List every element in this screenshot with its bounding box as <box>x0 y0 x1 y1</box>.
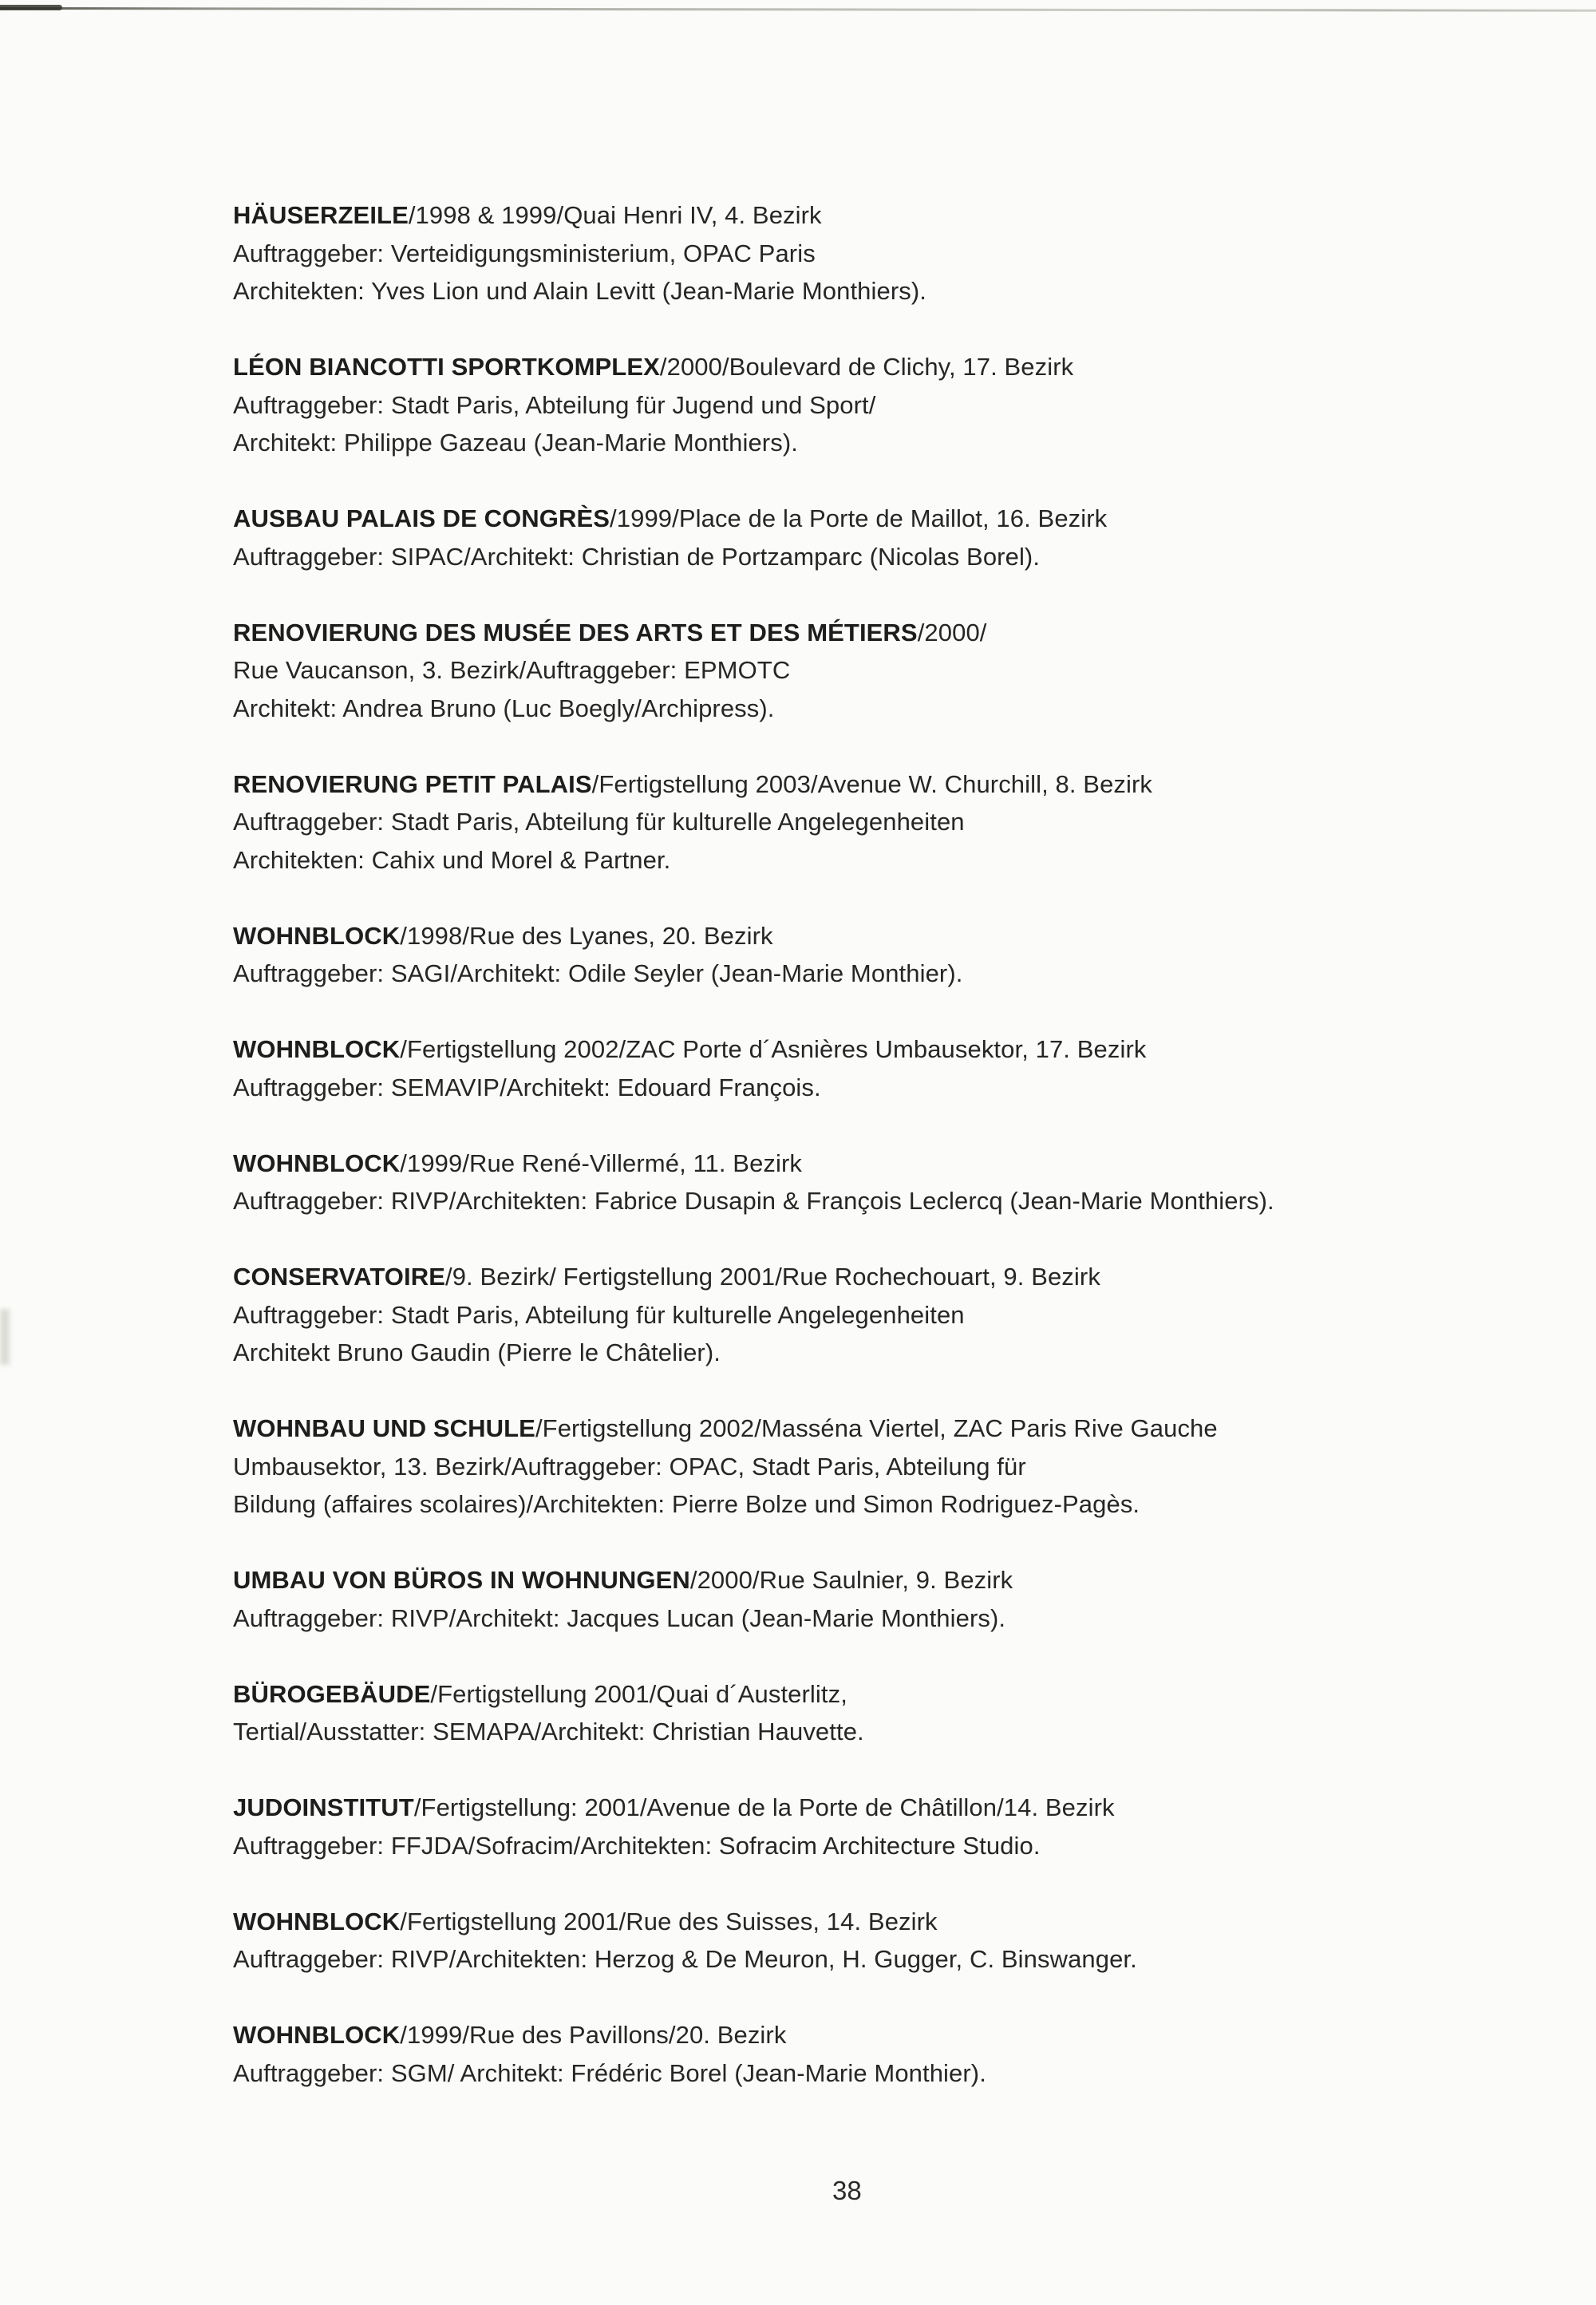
entry-title-line <box>233 917 1478 955</box>
entry-line: Auftraggeber: Verteidigungsministerium, OPAC Paris <box>233 239 816 267</box>
entry-title-tail: /Fertigstellung 2001/Rue des Suisses, 14. Bezirk <box>400 1907 938 1935</box>
entry-title: UMBAU VON BÜROS IN WOHNUNGEN <box>233 1566 690 1594</box>
entry-line: Auftraggeber: RIVP/Architekten: Fabrice Dusapin & François Leclercq (Jean-Marie Monthiers). <box>233 1187 1274 1215</box>
project-entry <box>233 1145 1478 1220</box>
project-entry <box>233 1409 1478 1524</box>
entry-title-line <box>233 1675 1478 1714</box>
entry-title: WOHNBLOCK <box>233 1907 401 1935</box>
entry-line: Auftraggeber: Stadt Paris, Abteilung für Jugend und Sport/ <box>233 390 876 419</box>
entry-title: WOHNBLOCK <box>233 1035 401 1063</box>
entry-line: Architekten: Cahix und Morel & Partner. <box>233 845 671 874</box>
entry-title-tail: /Fertigstellung 2001/Quai d´Austerlitz, <box>430 1679 847 1708</box>
entry-line: Auftraggeber: Stadt Paris, Abteilung für kulturelle Angelegenheiten <box>233 808 965 836</box>
project-entry <box>233 765 1478 880</box>
entry-title-tail: /1998 & 1999/Quai Henri IV, 4. Bezirk <box>408 201 822 229</box>
entry-title-tail: /Fertigstellung: 2001/Avenue de la Porte de Châtillon/14. Bezirk <box>413 1793 1115 1821</box>
entry-title: CONSERVATOIRE <box>233 1263 445 1291</box>
scan-edge-blob <box>0 5 62 10</box>
entry-title-tail: /Fertigstellung 2003/Avenue W. Churchill, 8. Bezirk <box>591 769 1153 798</box>
project-entry <box>233 1675 1478 1751</box>
page-number: 38 <box>832 2176 862 2205</box>
entry-title: BÜROGEBÄUDE <box>233 1679 431 1708</box>
entry-title-line <box>233 1903 1478 1941</box>
entry-line: Auftraggeber: RIVP/Architekt: Jacques Lucan (Jean-Marie Monthiers). <box>233 1603 1006 1632</box>
project-entry <box>233 2016 1478 2092</box>
entry-title: AUSBAU PALAIS DE CONGRÈS <box>233 504 610 532</box>
entry-title: LÉON BIANCOTTI SPORTKOMPLEX <box>233 353 660 381</box>
entry-title: WOHNBLOCK <box>233 921 401 950</box>
entry-title-line <box>233 1409 1478 1448</box>
entry-title-tail: /Fertigstellung 2002/Masséna Viertel, ZAC Paris Rive Gauche <box>535 1414 1218 1442</box>
entry-line: Auftraggeber: FFJDA/Sofracim/Architekten: Sofracim Architecture Studio. <box>233 1831 1041 1860</box>
project-entry <box>233 1561 1478 1637</box>
entry-title-line <box>233 1561 1478 1599</box>
entry-title-tail: /1998/Rue des Lyanes, 20. Bezirk <box>400 921 773 950</box>
entry-title-line <box>233 196 1478 235</box>
entry-line: Architekt: Philippe Gazeau (Jean-Marie Monthiers). <box>233 429 798 457</box>
entry-line: Tertial/Ausstatter: SEMAPA/Architekt: Christian Hauvette. <box>233 1718 864 1746</box>
project-entry <box>233 1258 1478 1372</box>
project-entry <box>233 196 1478 310</box>
entry-title-tail: /Fertigstellung 2002/ZAC Porte d´Asnières Umbausektor, 17. Bezirk <box>400 1035 1147 1063</box>
entry-title-tail: /9. Bezirk/ Fertigstellung 2001/Rue Rochechouart, 9. Bezirk <box>445 1263 1100 1291</box>
project-entry <box>233 348 1478 462</box>
entry-line: Architekt Bruno Gaudin (Pierre le Châtelier). <box>233 1338 721 1366</box>
entry-line: Auftraggeber: SGM/ Architekt: Frédéric Borel (Jean-Marie Monthier). <box>233 2058 986 2087</box>
entry-title-line <box>233 2016 1478 2054</box>
entry-title-tail: /2000/Rue Saulnier, 9. Bezirk <box>689 1566 1013 1594</box>
entry-line: Rue Vaucanson, 3. Bezirk/Auftraggeber: EPMOTC <box>233 656 791 684</box>
entry-line: Bildung (affaires scolaires)/Architekten: Pierre Bolze und Simon Rodriguez-Pagès. <box>233 1490 1140 1518</box>
entry-title-line <box>233 348 1478 386</box>
scan-edge-line <box>0 7 1596 12</box>
project-entry <box>233 1903 1478 1979</box>
entry-line: Architekten: Yves Lion und Alain Levitt (Jean-Marie Monthiers). <box>233 277 927 305</box>
entry-line: Auftraggeber: SAGI/Architekt: Odile Seyler (Jean-Marie Monthier). <box>233 959 963 987</box>
entry-title-line <box>233 765 1478 804</box>
entry-line: Auftraggeber: SIPAC/Architekt: Christian de Portzamparc (Nicolas Borel). <box>233 542 1041 571</box>
entry-title-line <box>233 500 1478 538</box>
entry-title-line <box>233 1145 1478 1183</box>
project-entry <box>233 500 1478 575</box>
entry-title: HÄUSERZEILE <box>233 201 409 229</box>
entry-title: RENOVIERUNG DES MUSÉE DES ARTS ET DES MÉTIERS <box>233 618 918 646</box>
project-list <box>233 196 1478 2130</box>
entry-title-line <box>233 1030 1478 1069</box>
entry-line: Architekt: Andrea Bruno (Luc Boegly/Archipress). <box>233 694 775 722</box>
entry-title-line <box>233 1258 1478 1296</box>
entry-title: WOHNBLOCK <box>233 2021 401 2049</box>
entry-title-tail: /1999/Place de la Porte de Maillot, 16. Bezirk <box>610 504 1108 532</box>
entry-title-line <box>233 1789 1478 1827</box>
entry-line: Auftraggeber: RIVP/Architekten: Herzog & De Meuron, H. Gugger, C. Binswanger. <box>233 1945 1137 1973</box>
project-entry <box>233 1789 1478 1864</box>
entry-title: WOHNBAU UND SCHULE <box>233 1414 535 1442</box>
project-entry <box>233 917 1478 993</box>
entry-title: RENOVIERUNG PETIT PALAIS <box>233 769 592 798</box>
entry-title-tail: /2000/ <box>917 618 987 646</box>
entry-title-tail: /2000/Boulevard de Clichy, 17. Bezirk <box>659 353 1074 381</box>
entry-title: WOHNBLOCK <box>233 1149 401 1177</box>
entry-line: Umbausektor, 13. Bezirk/Auftraggeber: OPAC, Stadt Paris, Abteilung für <box>233 1452 1026 1481</box>
entry-title-tail: /1999/Rue René-Villermé, 11. Bezirk <box>400 1149 803 1177</box>
scan-margin-smudge <box>0 1309 10 1365</box>
project-entry <box>233 1030 1478 1106</box>
entry-title-tail: /1999/Rue des Pavillons/20. Bezirk <box>400 2021 787 2049</box>
project-entry <box>233 614 1478 728</box>
entry-line: Auftraggeber: Stadt Paris, Abteilung für kulturelle Angelegenheiten <box>233 1300 965 1329</box>
entry-title-line <box>233 614 1478 652</box>
entry-line: Auftraggeber: SEMAVIP/Architekt: Edouard François. <box>233 1073 821 1101</box>
entry-title: JUDOINSTITUT <box>233 1793 414 1821</box>
